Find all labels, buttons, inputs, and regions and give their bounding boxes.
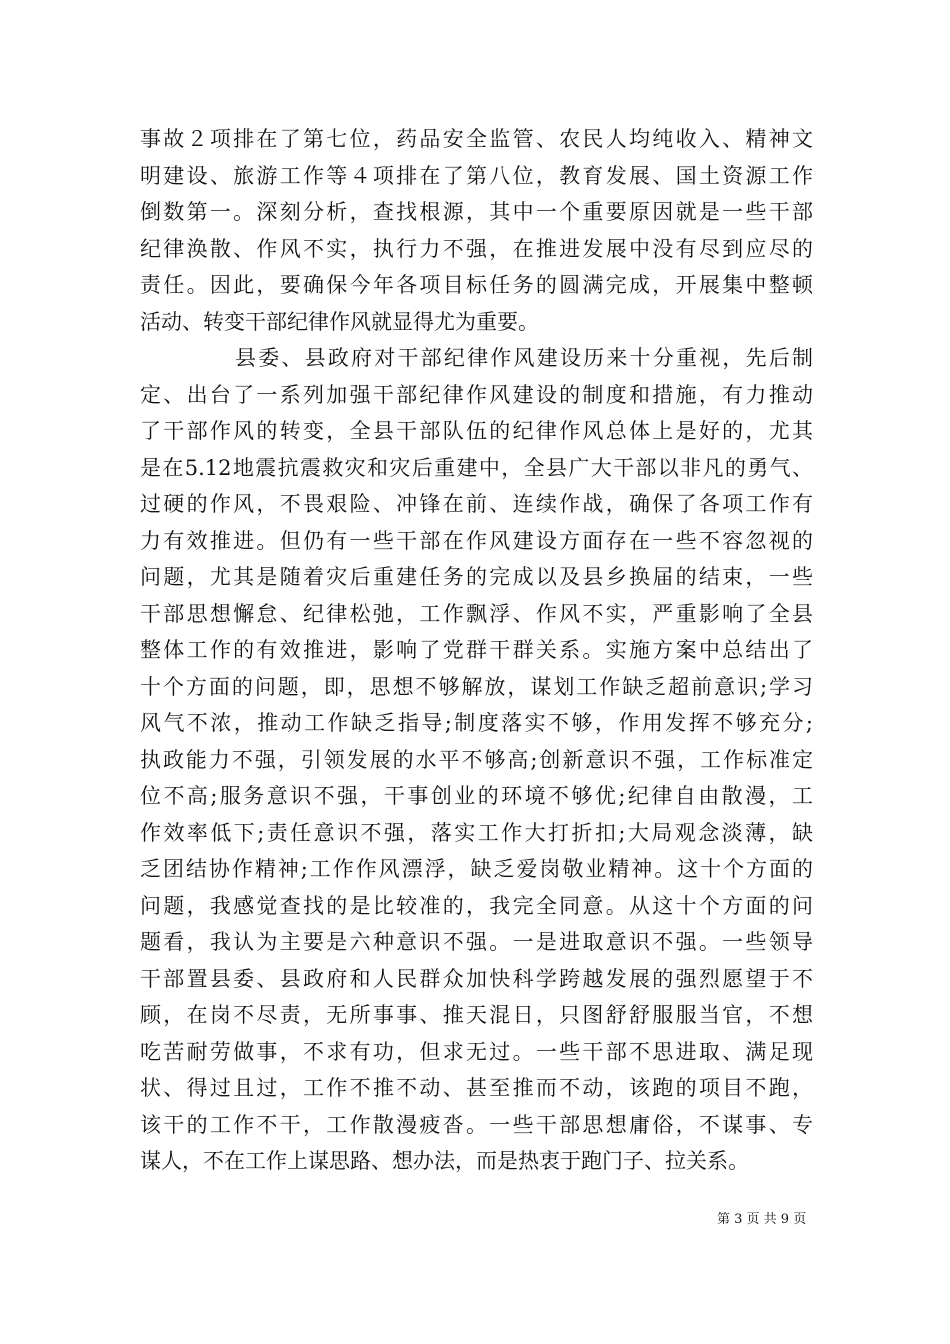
text-line: 问题，我感觉查找的是比较准的，我完全同意。从这十个方面的问 — [140, 893, 813, 918]
text-line: 责任。因此，要确保今年各项目标任务的圆满完成，开展集中整顿 — [140, 273, 813, 297]
text-line: 题看，我认为主要是六种意识不强。一是进取意识不强。一些领导 — [140, 930, 813, 954]
text-line: 谋人，不在工作上谋思路、想办法，而是热衷于跑门子、拉关系。 — [140, 1149, 749, 1173]
paragraph-1 — [140, 121, 813, 340]
text-line: 问题，尤其是随着灾后重建任务的完成以及县乡换届的结束，一些 — [140, 565, 813, 589]
text-line: 倒数第一。深刻分析，查找根源，其中一个重要原因就是一些干部 — [140, 200, 813, 224]
text-line: 县委、县政府对干部纪律作风建设历来十分重视，先后制 — [235, 346, 813, 370]
text-line: 过硬的作风，不畏艰险、冲锋在前、连续作战，确保了各项工作有 — [140, 492, 813, 516]
text-line: 事故２项排在了第七位，药品安全监管、农民人均纯收入、精神文 — [140, 127, 813, 151]
text-line: 明建设、旅游工作等４项排在了第八位，教育发展、国土资源工作 — [140, 163, 813, 188]
text-line: 吃苦耐劳做事，不求有功，但求无过。一些干部不思进取、满足现 — [140, 1039, 813, 1064]
text-line: 是在5.12地震抗震救灾和灾后重建中，全县广大干部以非凡的勇气、 — [140, 455, 813, 480]
text-line: 执政能力不强，引领发展的水平不够高;创新意识不强，工作标准定 — [140, 747, 813, 772]
text-line: 纪律涣散、作风不实，执行力不强，在推进发展中没有尽到应尽的 — [140, 236, 813, 261]
text-line: 位不高;服务意识不强，干事创业的环境不够优;纪律自由散漫，工 — [140, 784, 813, 808]
text-line: 乏团结协作精神;工作作风漂浮，缺乏爱岗敬业精神。这十个方面的 — [140, 857, 813, 881]
text-line: 活动、转变干部纪律作风就显得尤为重要。 — [140, 309, 539, 334]
text-line: 干部思想懈怠、纪律松弛，工作飘浮、作风不实，严重影响了全县 — [140, 601, 813, 626]
body-text — [140, 121, 813, 1180]
paragraph-2 — [140, 340, 813, 1180]
text-line: 该干的工作不干，工作散漫疲沓。一些干部思想庸俗，不谋事、专 — [140, 1112, 813, 1137]
text-line: 干部置县委、县政府和人民群众加快科学跨越发展的强烈愿望于不 — [140, 966, 813, 991]
text-line: 十个方面的问题，即，思想不够解放，谋划工作缺乏超前意识;学习 — [140, 674, 813, 699]
page-number-footer: 第 3 页 共 9 页 — [717, 1212, 807, 1227]
text-line: 力有效推进。但仍有一些干部在作风建设方面存在一些不容忽视的 — [140, 528, 813, 553]
text-line: 整体工作的有效推进，影响了党群干群关系。实施方案中总结出了 — [140, 638, 813, 662]
text-line: 作效率低下;责任意识不强，落实工作大打折扣;大局观念淡薄，缺 — [140, 820, 813, 845]
text-line: 状、得过且过，工作不推不动、甚至推而不动，该跑的项目不跑， — [140, 1076, 813, 1100]
text-line: 风气不浓，推动工作缺乏指导;制度落实不够，作用发挥不够充分; — [140, 711, 813, 735]
text-line: 顾，在岗不尽责，无所事事、推天混日，只图舒舒服服当官，不想 — [140, 1003, 813, 1027]
text-line: 了干部作风的转变，全县干部队伍的纪律作风总体上是好的，尤其 — [140, 419, 813, 443]
text-line: 定、出台了一系列加强干部纪律作风建设的制度和措施，有力推动 — [140, 382, 813, 407]
